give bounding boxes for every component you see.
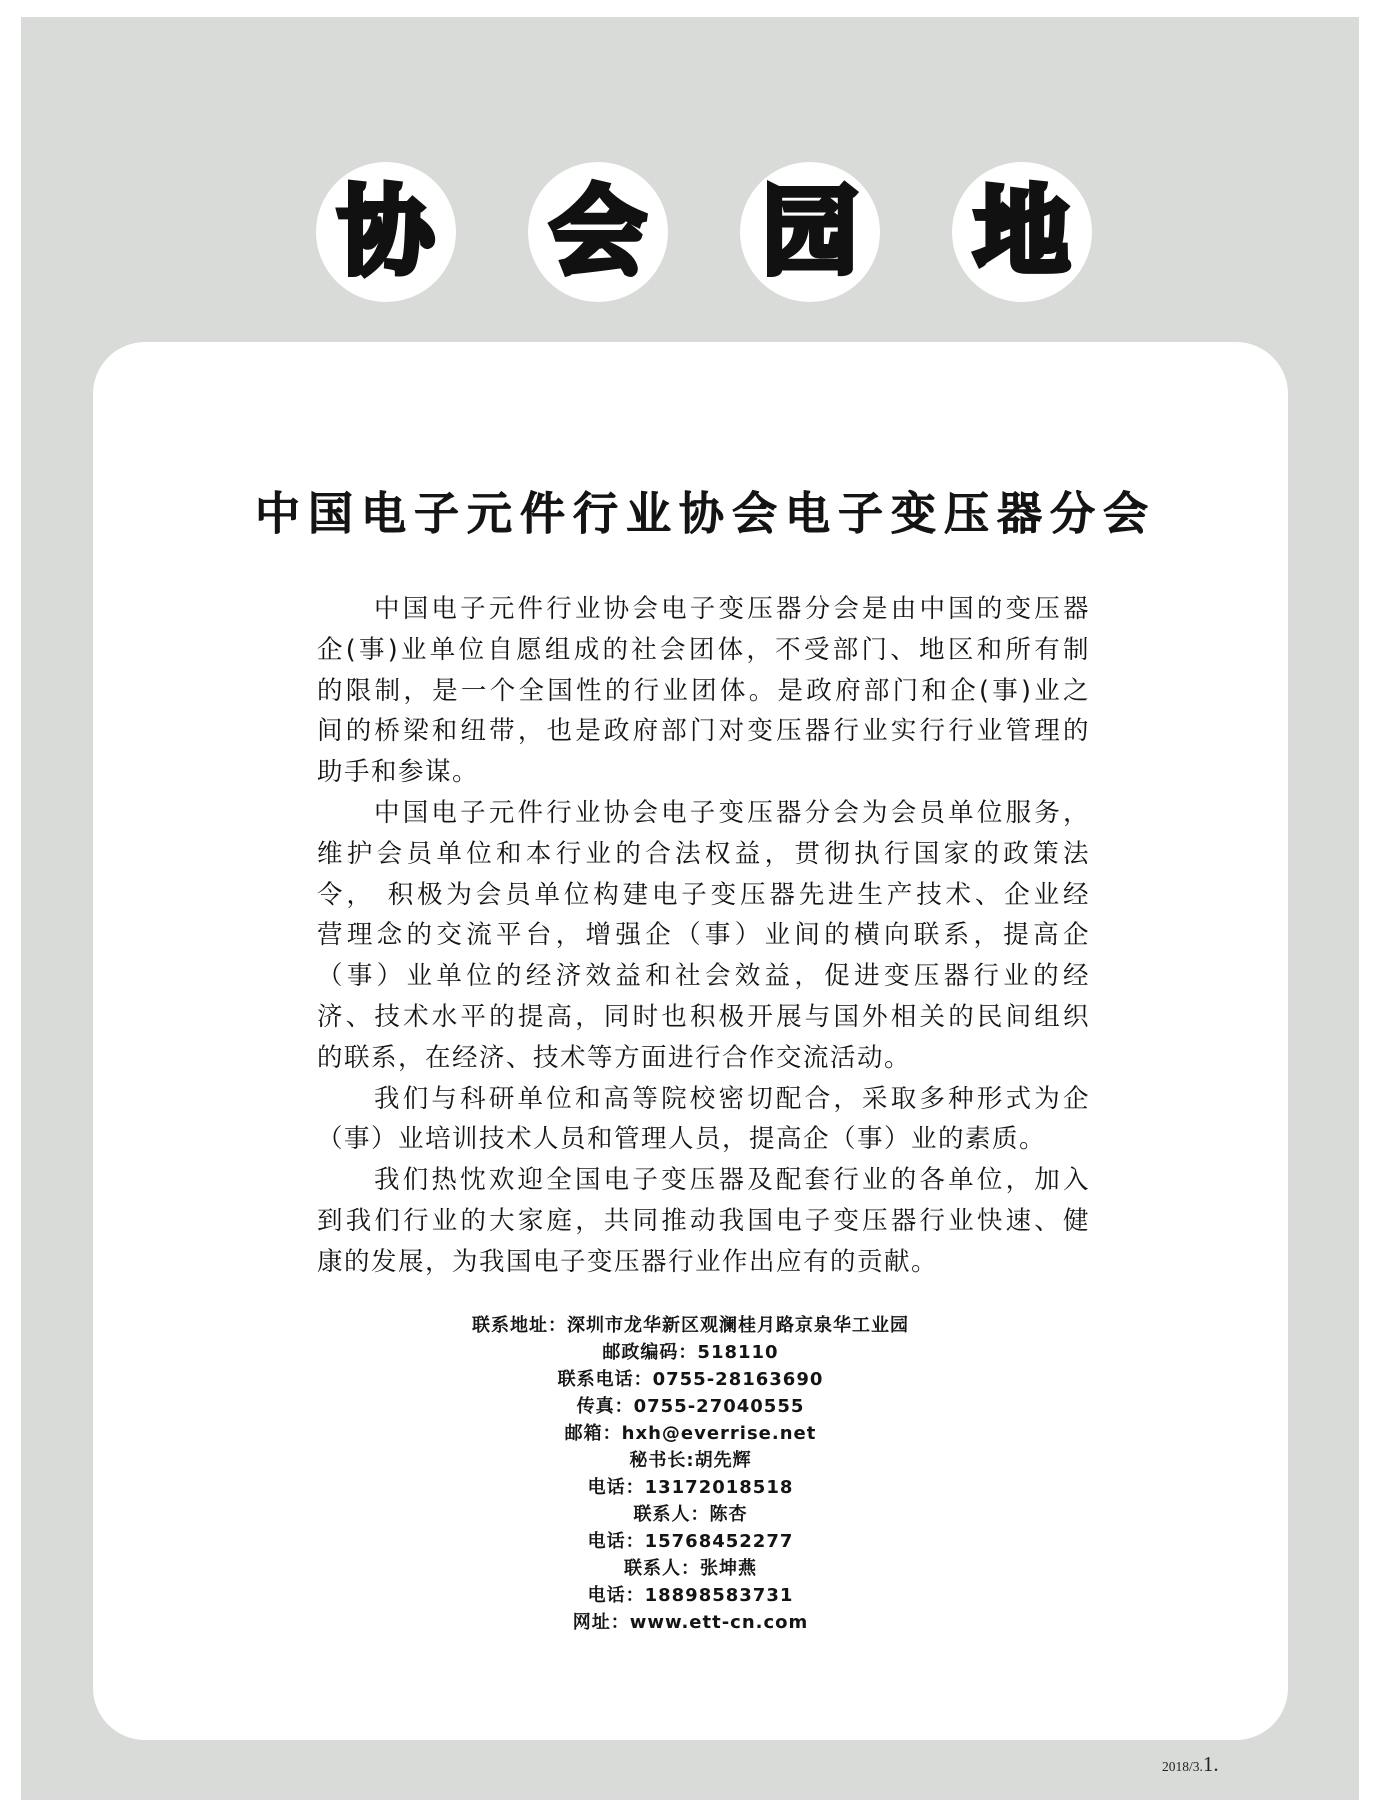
contact-value: 陈杏 — [709, 1504, 748, 1525]
contact-value: 0755-27040555 — [633, 1396, 805, 1417]
contact-value: 张坤燕 — [700, 1558, 757, 1579]
paragraph-line: 维护会员单位和本行业的合法权益，贯彻执行国家的政策法 — [317, 838, 1090, 869]
paragraph-line: 康的发展，为我国电子变压器行业作出应有的贡献。 — [317, 1246, 939, 1277]
contact-label: 联系电话： — [557, 1369, 653, 1390]
contact-phone — [93, 1528, 1288, 1555]
paragraph-line: 间的桥梁和纽带，也是政府部门对变压器行业实行行业管理的 — [317, 716, 1090, 747]
paragraph-line: 我们热忱欢迎全国电子变压器及配套行业的各单位，加入 — [374, 1165, 1090, 1196]
contact-secretary-general — [93, 1447, 1288, 1474]
contact-label: 电话： — [587, 1531, 645, 1552]
contact-label: 传真： — [576, 1396, 634, 1417]
contact-phone — [93, 1474, 1288, 1501]
contact-website — [93, 1609, 1288, 1636]
contact-value: 13172018518 — [644, 1477, 794, 1498]
paragraph-line: 助手和参谋。 — [317, 757, 480, 788]
paragraph-line: 令， 积极为会员单位构建电子变压器先进生产技术、企业经 — [317, 879, 1090, 910]
contact-value: 15768452277 — [644, 1531, 794, 1552]
article-paragraph — [317, 1160, 1090, 1282]
contact-label: 电话： — [587, 1477, 645, 1498]
contact-phone — [93, 1582, 1288, 1609]
paragraph-line: 的限制，是一个全国性的行业团体。是政府部门和企(事)业之 — [317, 675, 1090, 706]
contact-label: 邮箱： — [564, 1423, 622, 1444]
contact-value: 胡先辉 — [694, 1450, 752, 1471]
section-badge-char: 协 — [338, 176, 434, 288]
section-badge — [952, 162, 1092, 302]
article-title: 中国电子元件行业协会电子变压器分会 — [254, 487, 1156, 540]
paragraph-line: （事）业单位的经济效益和社会效益，促进变压器行业的经 — [317, 961, 1090, 992]
page-number-value: 1. — [1202, 1752, 1219, 1776]
contact-value: hxh@everrise.net — [621, 1423, 817, 1444]
paragraph-line: 中国电子元件行业协会电子变压器分会为会员单位服务， — [374, 797, 1090, 828]
paragraph-line: （事）业培训技术人员和管理人员，提高企（事）业的素质。 — [317, 1124, 1047, 1155]
section-badge — [740, 162, 880, 302]
section-badge — [528, 162, 668, 302]
issue-label: 2018/3. — [1162, 1759, 1203, 1774]
contact-label: 网址： — [572, 1612, 630, 1633]
section-badge-char: 园 — [762, 176, 858, 288]
contact-label: 邮政编码： — [602, 1342, 698, 1363]
article-body — [317, 589, 1090, 1283]
contact-phone — [93, 1366, 1288, 1393]
section-badge — [316, 162, 456, 302]
paragraph-line: 我们与科研单位和高等院校密切配合，采取多种形式为企 — [374, 1083, 1090, 1114]
contact-person — [93, 1501, 1288, 1528]
contact-person — [93, 1555, 1288, 1582]
paragraph-line: 到我们行业的大家庭，共同推动我国电子变压器行业快速、健 — [317, 1205, 1090, 1236]
contact-fax — [93, 1393, 1288, 1420]
section-badge-char: 会 — [550, 176, 646, 288]
contact-value: www.ett-cn.com — [629, 1612, 809, 1633]
contact-label: 秘书长: — [629, 1450, 695, 1471]
section-badge-char: 地 — [974, 176, 1070, 288]
paragraph-line: 营理念的交流平台，增强企（事）业间的横向联系，提高企 — [317, 920, 1090, 951]
contact-label: 电话： — [587, 1585, 645, 1606]
paragraph-line: 中国电子元件行业协会电子变压器分会是由中国的变压器 — [374, 594, 1090, 624]
page-number — [1162, 1752, 1219, 1780]
paragraph-line: 济、技术水平的提高，同时也积极开展与国外相关的民间组织 — [317, 1001, 1090, 1032]
contact-value: 18898583731 — [644, 1585, 794, 1606]
contact-address — [93, 1312, 1288, 1339]
contact-label: 联系地址： — [472, 1315, 567, 1336]
article-paragraph — [317, 589, 1090, 793]
contact-postcode — [93, 1339, 1288, 1366]
article-paragraph — [317, 1079, 1090, 1161]
contact-email — [93, 1420, 1288, 1447]
section-header-badges — [316, 162, 1092, 302]
contact-value: 深圳市龙华新区观澜桂月路京泉华工业园 — [567, 1315, 909, 1336]
contact-label: 联系人： — [624, 1558, 700, 1579]
contact-value: 518110 — [697, 1342, 779, 1363]
contact-value: 0755-28163690 — [652, 1369, 824, 1390]
paragraph-line: 企(事)业单位自愿组成的社会团体，不受部门、地区和所有制 — [317, 634, 1090, 665]
article-paragraph — [317, 793, 1090, 1079]
contact-label: 联系人： — [633, 1504, 710, 1525]
contact-info — [93, 1312, 1288, 1636]
paragraph-line: 的联系，在经济、技术等方面进行合作交流活动。 — [317, 1042, 912, 1073]
